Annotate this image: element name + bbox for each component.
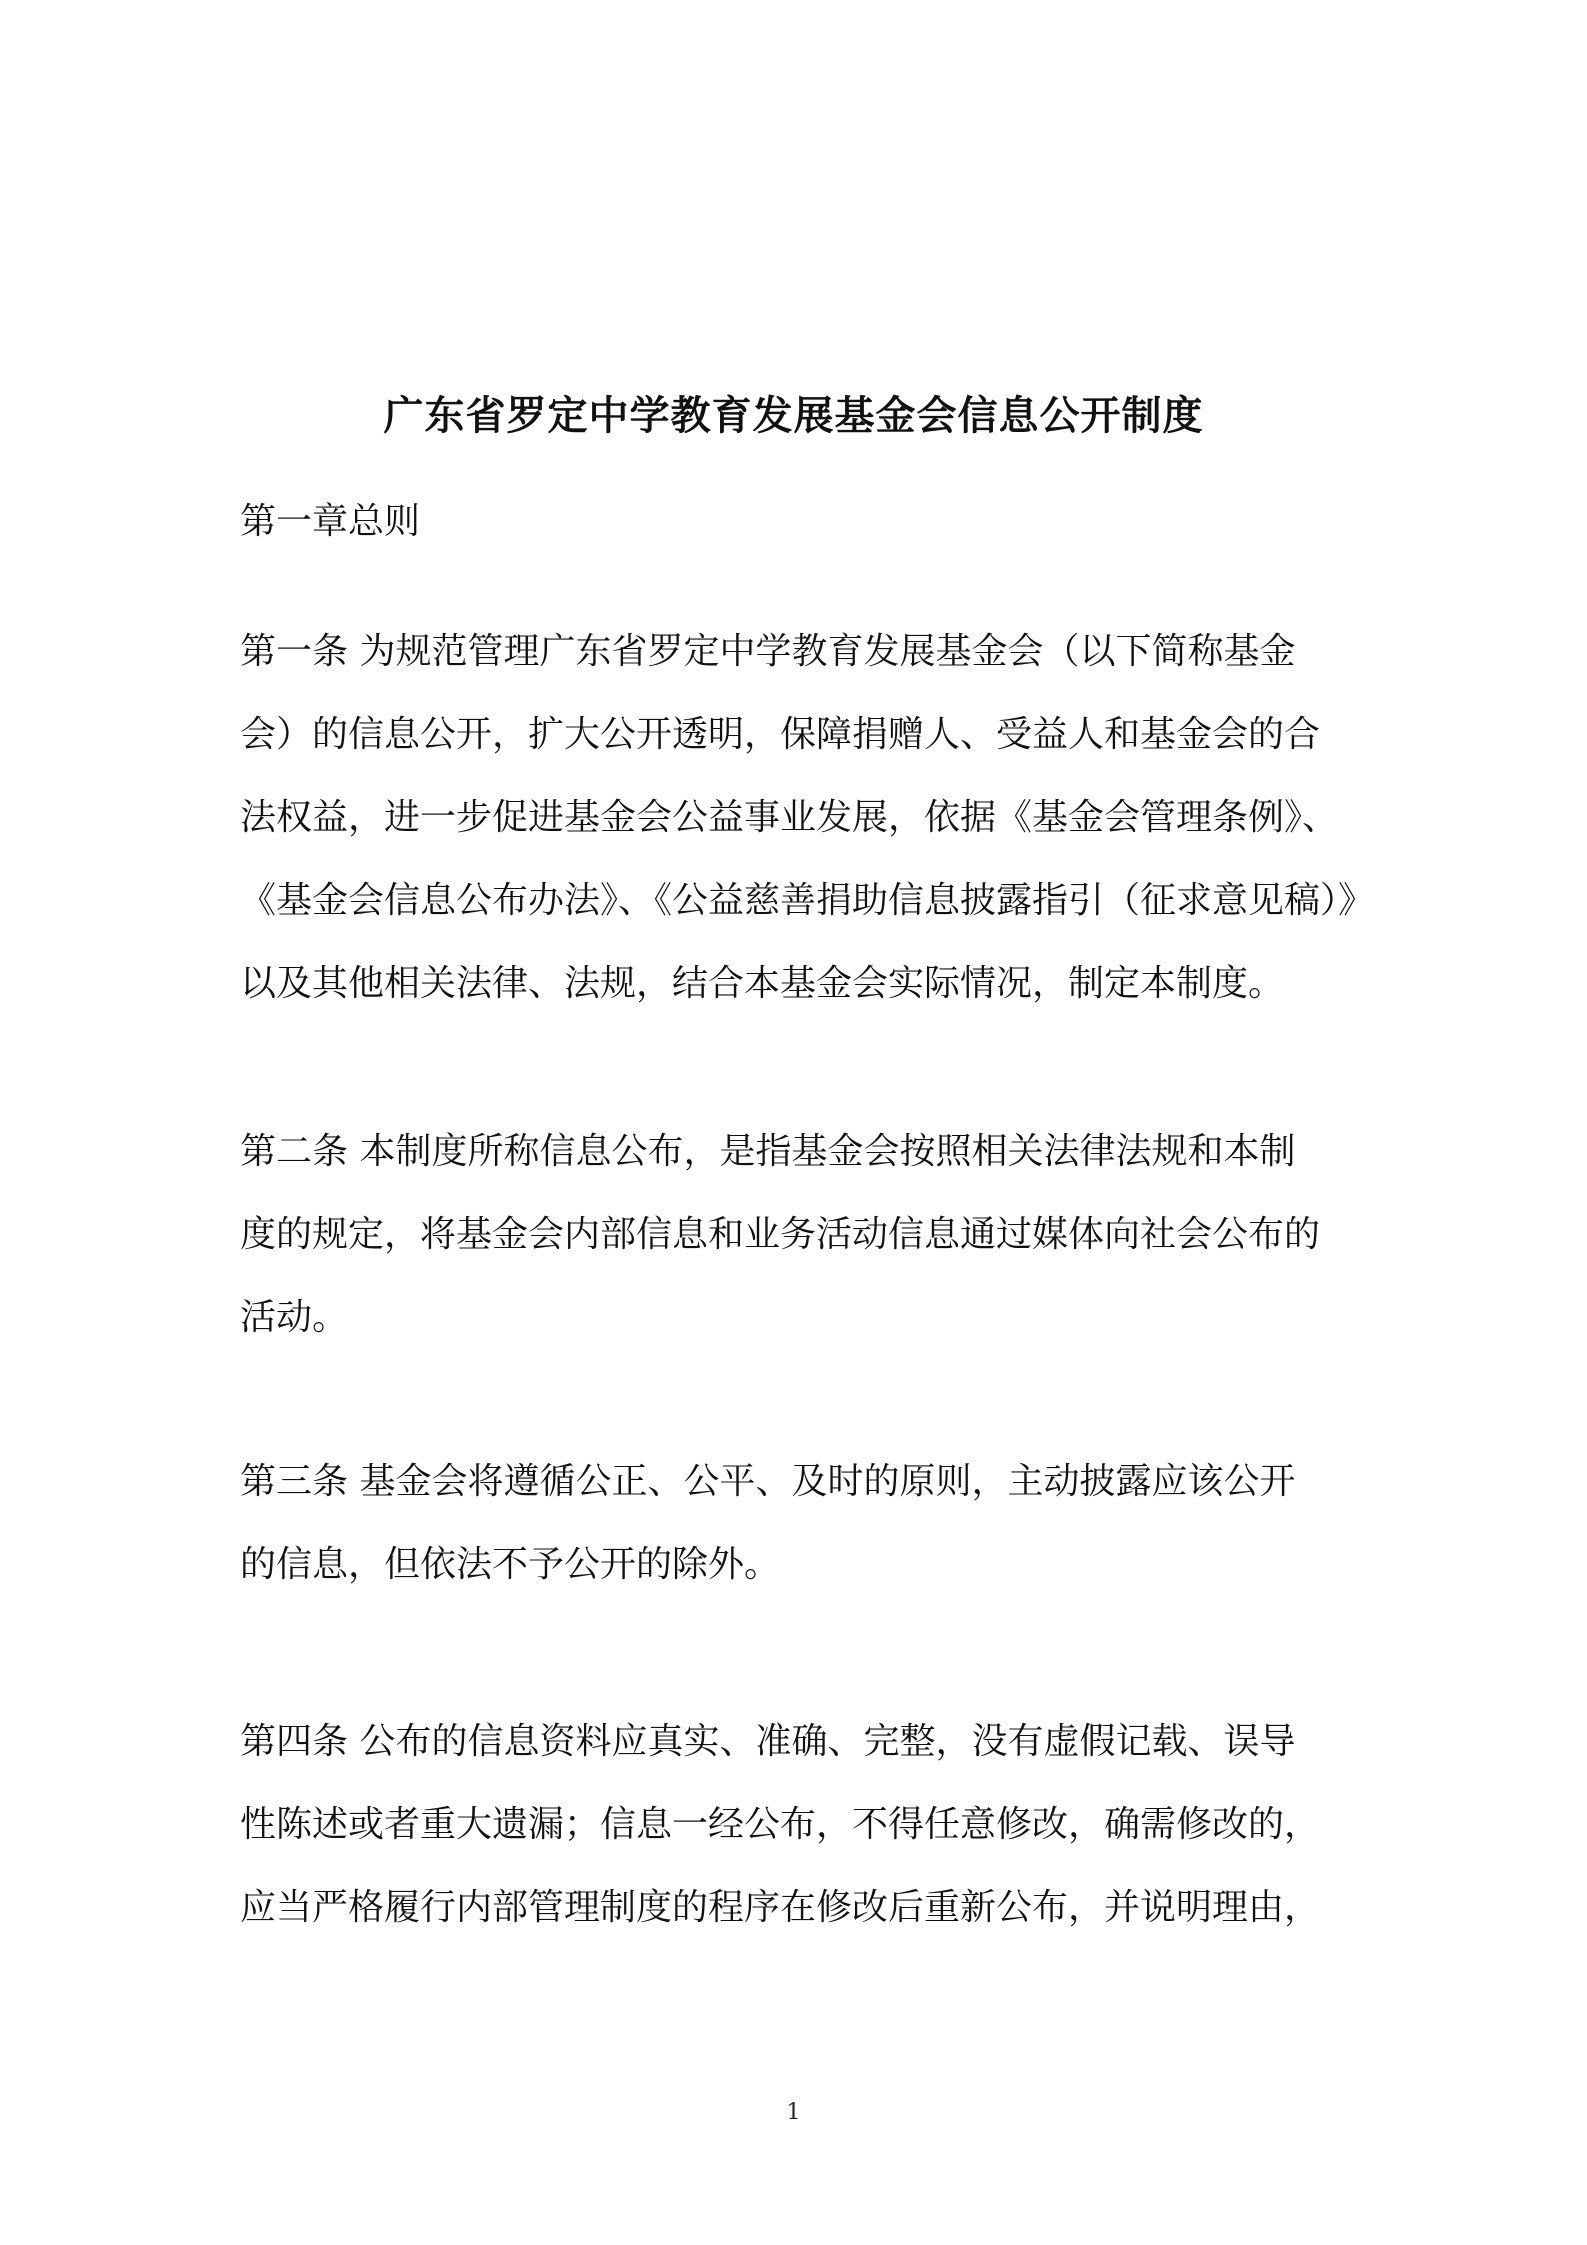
article-2-line-3: 活动。 bbox=[240, 1297, 349, 1338]
chapter-heading: 第一章总则 bbox=[240, 501, 421, 542]
article-1-line-2: 会）的信息公开，扩大公开透明，保障捐赠人、受益人和基金会的合 bbox=[240, 714, 1321, 755]
article-2-line-1: 第二条 本制度所称信息公布，是指基金会按照相关法律法规和本制 bbox=[240, 1131, 1296, 1172]
article-3-line-2: 的信息，但依法不予公开的除外。 bbox=[240, 1544, 781, 1585]
article-1 bbox=[240, 610, 1375, 1025]
article-4-line-3: 应当严格履行内部管理制度的程序在修改后重新公布，并说明理由， bbox=[240, 1887, 1321, 1928]
article-4 bbox=[240, 1700, 1350, 1949]
document-title: 广东省罗定中学教育发展基金会信息公开制度 bbox=[383, 392, 1204, 439]
article-4-line-1: 第四条 公布的信息资料应真实、准确、完整，没有虚假记载、误导 bbox=[240, 1721, 1296, 1762]
article-1-line-5: 以及其他相关法律、法规，结合本基金会实际情况，制定本制度。 bbox=[240, 963, 1285, 1004]
article-1-line-4: 《基金会信息公布办法》、《公益慈善捐助信息披露指引（征求意见稿）》 bbox=[240, 880, 1375, 921]
article-1-line-3: 法权益，进一步促进基金会公益事业发展，依据《基金会管理条例》、 bbox=[240, 797, 1339, 838]
page-number: 1 bbox=[786, 2100, 801, 2125]
article-4-line-2: 性陈述或者重大遗漏；信息一经公布，不得任意修改，确需修改的， bbox=[240, 1804, 1321, 1845]
article-2-line-2: 度的规定，将基金会内部信息和业务活动信息通过媒体向社会公布的 bbox=[240, 1214, 1321, 1255]
article-3 bbox=[240, 1440, 1350, 1606]
article-2 bbox=[240, 1110, 1350, 1359]
article-1-line-1: 第一条 为规范管理广东省罗定中学教育发展基金会（以下简称基金 bbox=[240, 631, 1296, 672]
article-3-line-1: 第三条 基金会将遵循公正、公平、及时的原则，主动披露应该公开 bbox=[240, 1461, 1296, 1502]
